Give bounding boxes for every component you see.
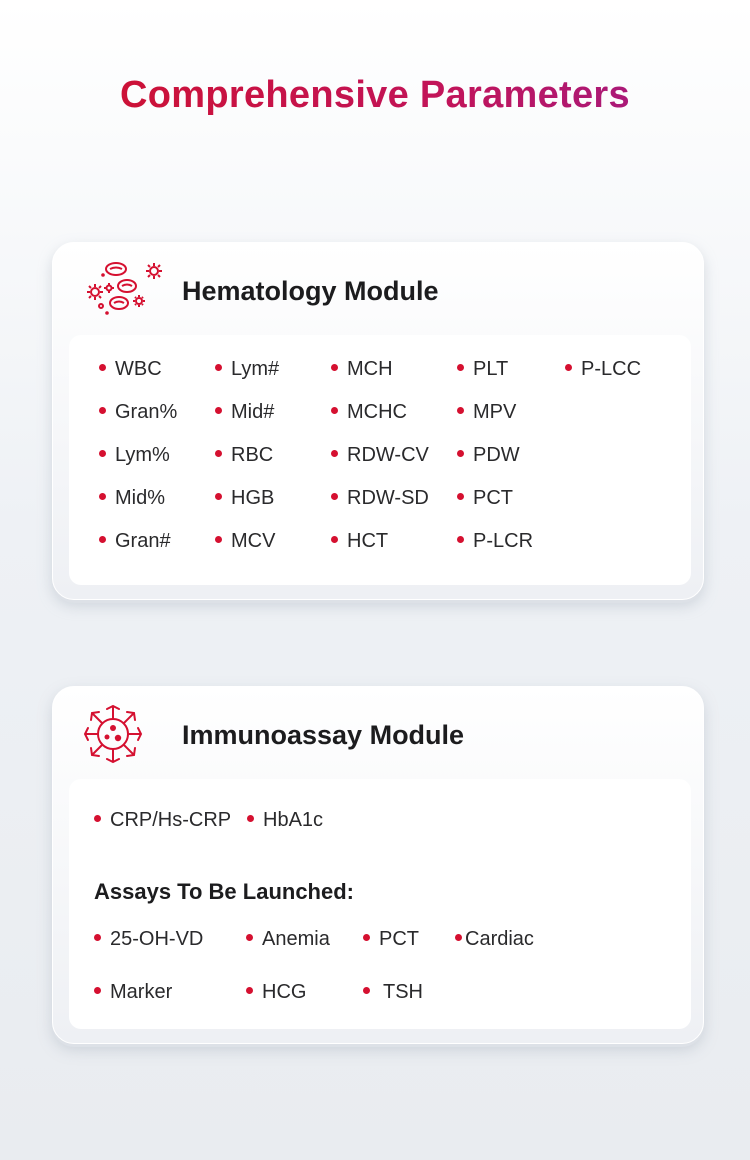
bullet-dot: [246, 987, 253, 994]
launch-subheading: Assays To Be Launched:: [94, 879, 354, 904]
parameter-item: HbA1c: [247, 809, 323, 832]
immunoassay-header: [53, 687, 703, 781]
bullet-dot: [331, 493, 338, 500]
parameter-item: PCT: [457, 487, 513, 510]
bullet-dot: [215, 493, 222, 500]
bullet-dot: [331, 450, 338, 457]
parameter-item: Mid#: [215, 401, 274, 424]
parameter-item: P-LCC: [565, 358, 641, 381]
bullet-dot: [246, 934, 253, 941]
bullet-dot: [457, 364, 464, 371]
parameter-item: Lym%: [99, 444, 170, 467]
bullet-dot: [331, 536, 338, 543]
bullet-dot: [363, 987, 370, 994]
upcoming-assay-item: HCG: [246, 981, 306, 1004]
bullet-dot: [363, 934, 370, 941]
parameter-item: MPV: [457, 401, 516, 424]
bullet-dot: [247, 815, 254, 822]
hematology-card: [52, 242, 704, 600]
blood-cells-icon: [83, 259, 165, 321]
parameter-item: HCT: [331, 530, 388, 553]
parameter-item: RDW-SD: [331, 487, 429, 510]
bullet-dot: [331, 407, 338, 414]
parameter-item: RDW-CV: [331, 444, 429, 467]
bullet-dot: [99, 536, 106, 543]
upcoming-assay-item: Marker: [94, 981, 172, 1004]
upcoming-assay-item: PCT: [363, 928, 419, 951]
bullet-dot: [94, 934, 101, 941]
bullet-dot: [457, 493, 464, 500]
parameter-item: MCV: [215, 530, 275, 553]
bullet-dot: [457, 536, 464, 543]
immunoassay-title: Immunoassay Module: [182, 720, 465, 750]
parameter-item: PLT: [457, 358, 508, 381]
bullet-dot: [99, 450, 106, 457]
parameter-item: MCHC: [331, 401, 407, 424]
bullet-dot: [215, 407, 222, 414]
immunoassay-card: [52, 686, 704, 1044]
bullet-dot: [331, 364, 338, 371]
upcoming-assay-item: Anemia: [246, 928, 330, 951]
bullet-dot: [457, 407, 464, 414]
hematology-parameter-list: [69, 335, 691, 585]
parameter-item: Lym#: [215, 358, 279, 381]
parameter-item: HGB: [215, 487, 274, 510]
bullet-dot: [99, 364, 106, 371]
parameter-item: P-LCR: [457, 530, 533, 553]
virus-icon: [83, 703, 165, 765]
bullet-dot: [94, 987, 101, 994]
hematology-header: [53, 243, 703, 337]
bullet-dot: [99, 407, 106, 414]
upcoming-assay-item: TSH: [363, 981, 423, 1004]
upcoming-assay-item: Cardiac: [455, 928, 534, 951]
parameter-item: WBC: [99, 358, 162, 381]
upcoming-assay-item: 25-OH-VD: [94, 928, 203, 951]
parameter-item: CRP/Hs-CRP: [94, 809, 231, 832]
bullet-dot: [455, 934, 462, 941]
parameter-item: RBC: [215, 444, 273, 467]
hematology-title: Hematology Module: [182, 276, 439, 306]
bullet-dot: [99, 493, 106, 500]
bullet-dot: [215, 536, 222, 543]
parameter-item: PDW: [457, 444, 520, 467]
bullet-dot: [94, 815, 101, 822]
parameter-item: Gran#: [99, 530, 171, 553]
parameter-item: Gran%: [99, 401, 177, 424]
bullet-dot: [457, 450, 464, 457]
immunoassay-parameter-list: [69, 779, 691, 1029]
bullet-dot: [565, 364, 572, 371]
parameter-item: Mid%: [99, 487, 165, 510]
parameter-item: MCH: [331, 358, 393, 381]
page-title: Comprehensive Parameters: [0, 74, 750, 117]
bullet-dot: [215, 364, 222, 371]
bullet-dot: [215, 450, 222, 457]
